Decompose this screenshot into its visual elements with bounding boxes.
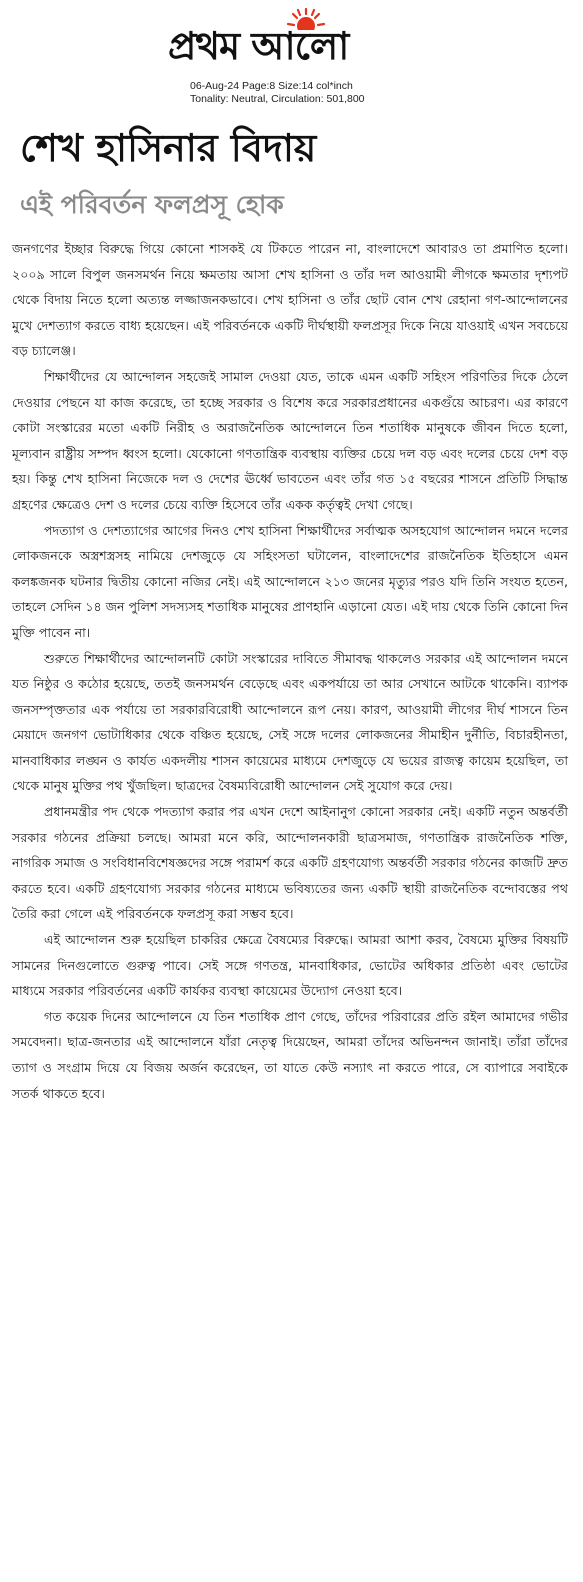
article-paragraph: পদত্যাগ ও দেশত্যাগের আগের দিনও শেখ হাসিনা শিক্ষার্থীদের সর্বাত্মক অসহযোগ আন্দোলন দমনে দলের লোকজনকে অস্ত্রশস্ত্রসহ নামিয়ে দেশজুড়ে যে সহিংসতা ঘটালেন, বাংলাদেশের রাজনৈতিক ইতিহাসে এমন কলঙ্কজনক ঘটনার দ্বিতীয় কোনো নজির নেই। এই আন্দোলনে ২১৩ জনের মৃত্যুর পরও যদি তিনি সংযত হতেন, তাহলে সেদিন ১৪ জন পুলিশ সদস্যসহ শতাধিক মানুষের প্রাণহানি এড়ানো যেত। এই দায় থেকে তিনি কোনো দিন মুক্তি পাবেন না। <box>12 522 568 640</box>
article-paragraph: প্রধানমন্ত্রীর পদ থেকে পদত্যাগ করার পর এখন দেশে আইনানুগ কোনো সরকার নেই। একটি নতুন অন্তর্বর্তী সরকার গঠনের প্রক্রিয়া চলছে। আমরা মনে করি, আন্দোলনকারী ছাত্রসমাজ, গণতান্ত্রিক রাজনৈতিক শক্তি, নাগরিক সমাজ ও সংবিধানবিশেষজ্ঞদের সঙ্গে পরামর্শ করে একটি গ্রহণযোগ্য অন্তর্বর্তী সরকার গঠনের কাজটি দ্রুত করতে হবে। একটি গ্রহণযোগ্য সরকার গঠনের মাধ্যমে ভবিষ্যতের জন্য একটি স্থায়ী রাজনৈতিক বন্দোবস্তের পথ তৈরি করা গেলে এই পরিবর্তনকে ফলপ্রসূ করা সম্ভব হবে। <box>12 804 568 922</box>
clipping-tonality-circulation: Tonality: Neutral, Circulation: 501,800 <box>190 93 365 105</box>
article-paragraph: জনগণের ইচ্ছার বিরুদ্ধে গিয়ে কোনো শাসকই যে টিকতে পারেন না, বাংলাদেশে আবারও তা প্রমাণিত হলো। ২০০৯ সালে বিপুল জনসমর্থন নিয়ে ক্ষমতায় আসা শেখ হাসিনা ও তাঁর দল আওয়ামী লীগকে ক্ষমতার দৃশ্যপট থেকে বিদায় নিতে হলো অত্যন্ত লজ্জাজনকভাবে। শেখ হাসিনা ও তাঁর ছোট বোন শেখ রেহানা গণ-আন্দোলনের মুখে দেশত্যাগ করতে বাধ্য হয়েছেন। এই পরিবর্তনকে একটি দীর্ঘস্থায়ী ফলপ্রসূর দিকে নিয়ে যাওয়াই এখন সবচেয়ে বড় চ্যালেঞ্জ। <box>12 241 568 359</box>
article-body <box>12 236 568 1106</box>
article-headline: শেখ হাসিনার বিদায় <box>20 126 317 170</box>
article-subheadline: এই পরিবর্তন ফলপ্রসূ হোক <box>20 190 284 219</box>
clipping-info <box>190 80 440 106</box>
article-paragraph: গত কয়েক দিনের আন্দোলনে যে তিন শতাধিক প্রাণ গেছে, তাঁদের পরিবারের প্রতি রইল আমাদের গভীর সমবেদনা। ছাত্র-জনতার এই আন্দোলনে যাঁরা নেতৃত্ব দিয়েছেন, আমরা তাঁদের অভিনন্দন জানাই। তাঁরা তাঁদের ত্যাগ ও সংগ্রাম দিয়ে যে বিজয় অর্জন করেছেন, তা যাতে কেউ নস্যাৎ না করতে পারে, সে ব্যাপারে সবাইকে সতর্ক থাকতে হবে। <box>12 1008 568 1101</box>
masthead <box>0 8 583 74</box>
logo-wordmark: প্রথম আলো <box>168 23 349 68</box>
article-paragraph: শিক্ষার্থীদের যে আন্দোলন সহজেই সামাল দেওয়া যেত, তাকে এমন একটি সহিংস পরিণতির দিকে ঠেলে দেওয়ার পেছনে যা কাজ করেছে, তা হচ্ছে সরকার ও বিশেষ করে সরকারপ্রধানের একগুঁয়ে আচরণ। এর কারণে কোটা সংস্কারের মতো একটি নিরীহ ও অরাজনৈতিক আন্দোলনে তিন শতাধিক মানুষকে জীবন দিতে হলো, মূল্যবান রাষ্ট্রীয় সম্পদ ধ্বংস হলো। যেকোনো গণতান্ত্রিক ব্যবস্থায় ব্যক্তির চেয়ে দল বড় এবং দলের চেয়ে দেশ বড় হয়। কিন্তু শেখ হাসিনা নিজেকে দল ও দেশের ঊর্ধ্বে ভাবতেন এবং তাঁর গত ১৫ বছরের শাসনে প্রতিটি সিদ্ধান্ত গ্রহণের ক্ষেত্রেও দেশ ও দলের চেয়ে ব্যক্তি হিসেবে তাঁর একক কর্তৃত্বই দেখা গেছে। <box>12 368 568 512</box>
prothom-alo-logo <box>168 8 428 68</box>
article-paragraph: শুরুতে শিক্ষার্থীদের আন্দোলনটি কোটা সংস্কারের দাবিতে সীমাবদ্ধ থাকলেও সরকার এই আন্দোলন দমনে যত নিষ্ঠুর ও কঠোর হয়েছে, ততই জনসমর্থন বেড়েছে এবং একপর্যায়ে তা আর সেখানে আটকে থাকেনি। ব্যাপক জনসম্পৃক্ততার এক পর্যায়ে তা সরকারবিরোধী আন্দোলনে রূপ নেয়। কারণ, আওয়ামী লীগের দীর্ঘ শাসনে তিন মেয়াদে জনগণ ভোটাধিকার থেকে বঞ্চিত হয়েছে, সেই সঙ্গে দলের লোকজনের সীমাহীন দুর্নীতি, বিচারহীনতা, মানবাধিকার লঙ্ঘন ও কার্যত একদলীয় শাসন কায়েমের মাধ্যমে দেশজুড়ে যে ভয়ের রাজত্ব কায়েম হয়েছিল, তা থেকে মানুষ মুক্তির পথ খুঁজছিল। ছাত্রদের বৈষম্যবিরোধী আন্দোলন সেই সুযোগ করে দেয়। <box>12 650 568 794</box>
article-paragraph: এই আন্দোলন শুরু হয়েছিল চাকরির ক্ষেত্রে বৈষম্যের বিরুদ্ধে। আমরা আশা করব, বৈষম্যে মুক্তির বিষয়টি সামনের দিনগুলোতে গুরুত্ব পাবে। সেই সঙ্গে গণতন্ত্র, মানবাধিকার, ভোটের অধিকার প্রতিষ্ঠা এবং ভোটের মাধ্যমে সরকার পরিবর্তনের একটি কার্যকর ব্যবস্থা কায়েমের উদ্যোগ নেওয়া হবে। <box>12 932 568 999</box>
clipping-date-page-size: 06-Aug-24 Page:8 Size:14 col*inch <box>190 80 353 92</box>
